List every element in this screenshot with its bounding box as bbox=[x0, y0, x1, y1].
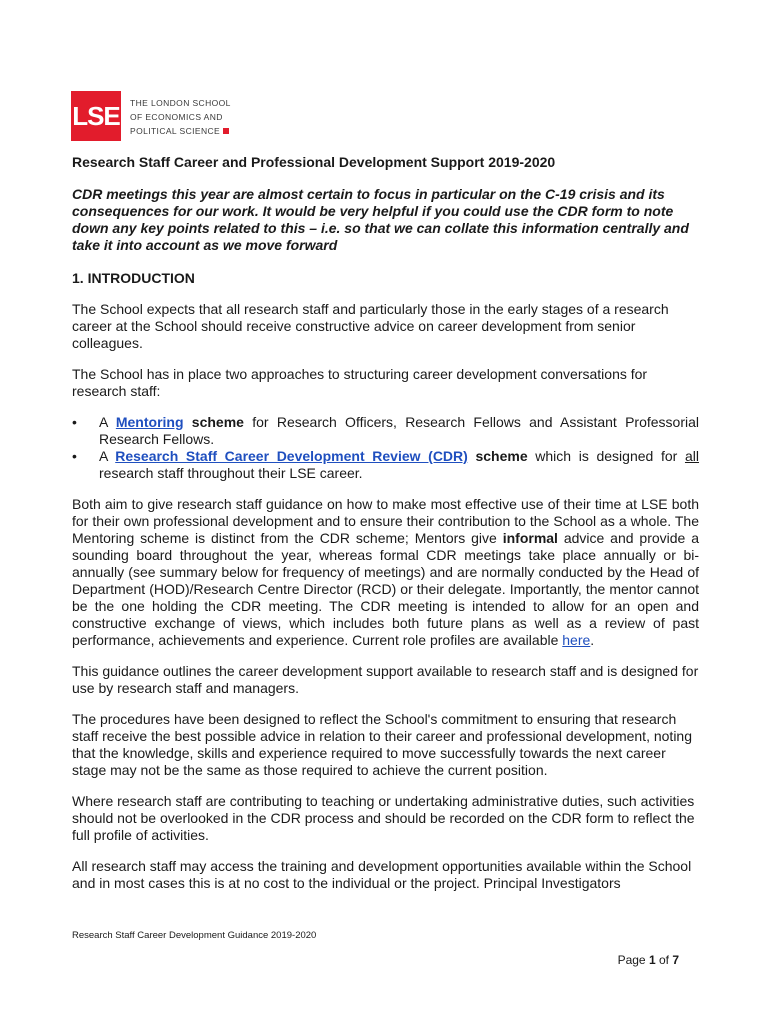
list-item-cdr: • A Research Staff Career Development Review (CDR) scheme which is designed for all research staff throughout their LSE career. bbox=[72, 448, 699, 481]
logo-red-square-icon bbox=[223, 128, 229, 134]
logo-line-2: OF ECONOMICS AND bbox=[130, 112, 223, 122]
bullet-icon: • bbox=[72, 414, 77, 430]
mentoring-link[interactable]: Mentoring bbox=[115, 414, 184, 430]
cdr-covid-note: CDR meetings this year are almost certain to focus in particular on the C-19 crisis and its consequences for our work. It would be very helpful if you could use the CDR form to note down any key points related to this – i.e. so that we can collate this information centrally and take it into account as we move forward bbox=[72, 186, 689, 253]
intro-paragraph-2: The School has in place two approaches to structuring career development conversations for research staff: bbox=[72, 366, 648, 399]
logo-line-1: THE LONDON SCHOOL bbox=[130, 98, 231, 108]
lse-logo-mark: LSE bbox=[71, 91, 121, 141]
cdr-scheme-link[interactable]: Research Staff Career Development Review (CDR) bbox=[115, 448, 468, 464]
intro-paragraph-6: Where research staff are contributing to teaching or undertaking administrative duties, such activities should not be overlooked in the CDR process and should be recorded on the CDR form to reflect the full profile of activities. bbox=[72, 793, 695, 843]
lse-logo bbox=[71, 91, 231, 141]
document-title: Research Staff Career and Professional Development Support 2019-2020 bbox=[72, 154, 556, 170]
approaches-list bbox=[72, 414, 699, 482]
list-item-mentoring: • A Mentoring scheme for Research Officers, Research Fellows and Assistant Professorial Research Fellows. bbox=[72, 414, 699, 447]
role-profiles-link[interactable]: here bbox=[562, 632, 591, 648]
logo-line-3: POLITICAL SCIENCE bbox=[130, 124, 231, 138]
bullet-icon: • bbox=[72, 448, 77, 464]
document-body bbox=[72, 154, 699, 892]
intro-paragraph-1: The School expects that all research staff and particularly those in the early stages of a research career at the School should receive constructive advice on career development from senior colleagues. bbox=[72, 301, 669, 351]
section-heading-introduction: 1. INTRODUCTION bbox=[72, 270, 195, 286]
intro-paragraph-7: All research staff may access the training and development opportunities available within the School and in most cases this is at no cost to the individual or the project. Principal Investigators bbox=[72, 858, 692, 891]
intro-paragraph-3: Both aim to give research staff guidance on how to make most effective use of their time at LSE both for their own professional development and to ensure their contribution to the School as a whole. The Mentoring scheme is distinct from the CDR scheme; Mentors give informal advice and provide a sounding board throughout the year, whereas formal CDR meetings take place annually or bi-annually (see summary below for frequency of meetings) and are normally conducted by the Head of Department (HOD)/Research Centre Director (RCD) or their delegate. Importantly, the mentor cannot be the one holding the CDR meeting. The CDR meeting is intended to allow for an open and constructive exchange of views, which includes both future plans as well as a review of past performance, achievements and experience. Current role profiles are available here. bbox=[72, 496, 700, 648]
intro-paragraph-5: The procedures have been designed to reflect the School's commitment to ensuring that research staff receive the best possible advice in relation to their career and professional development, noting that the knowledge, skills and experience required to move successfully towards the next career stage may not be the same as those required to achieve the current position. bbox=[72, 711, 692, 778]
footer-document-name: Research Staff Career Development Guidance 2019-2020 bbox=[72, 930, 317, 941]
lse-logo-wordmark bbox=[130, 96, 231, 138]
intro-paragraph-4: This guidance outlines the career development support available to research staff and is designed for use by research staff and managers. bbox=[72, 663, 699, 696]
page-number: Page 1 of 7 bbox=[617, 953, 679, 967]
